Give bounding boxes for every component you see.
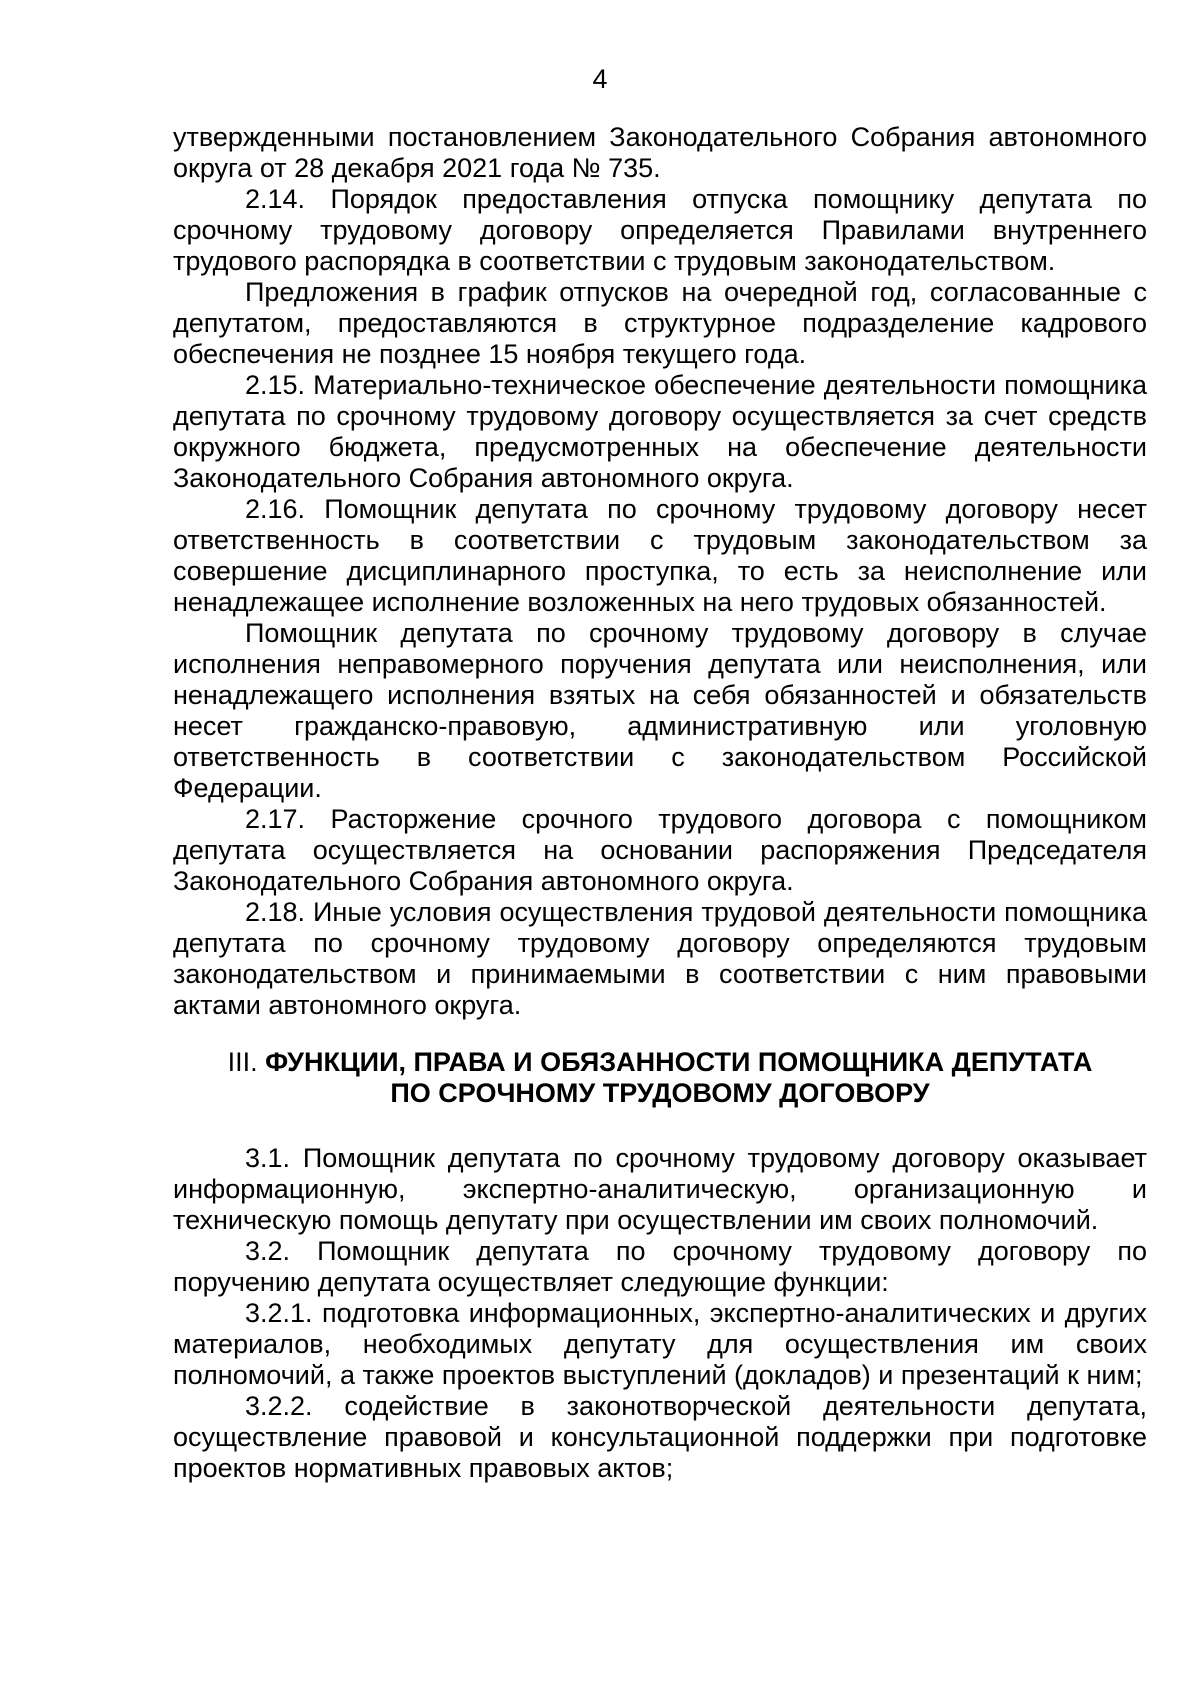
paragraph-2-16: 2.16. Помощник депутата по срочному трудовому договору несет ответственность в соответствии с трудовым законодательством за совершение дисциплинарного проступка, то есть за неисполнение или ненадлежащее исполнение возложенных на него трудовых обязанностей.: [173, 494, 1147, 617]
paragraph-continuation: утвержденными постановлением Законодательного Собрания автономного округа от 28 декабря 2021 года № 735.: [173, 122, 1147, 183]
paragraph-3-2-2: 3.2.2. содействие в законотворческой деятельности депутата, осуществление правовой и консультационной поддержки при подготовке проектов нормативных правовых актов;: [173, 1391, 1147, 1483]
section-title-line2: ПО СРОЧНОМУ ТРУДОВОМУ ДОГОВОРУ: [390, 1078, 930, 1108]
paragraph-liability: Помощник депутата по срочному трудовому договору в случае исполнения неправомерного поручения депутата или неисполнения, или ненадлежащего исполнения взятых на себя обязанностей и обязательств несет гражданско-правовую, административную или уголовную ответственность в соответствии с законодательством Российской Федерации.: [173, 618, 1147, 803]
paragraph-2-18: 2.18. Иные условия осуществления трудовой деятельности помощника депутата по срочному трудовому договору определяются трудовым законодательством и принимаемыми в соответствии с ним правовыми актами автономного округа.: [173, 897, 1147, 1020]
paragraph-2-15: 2.15. Материально-техническое обеспечение деятельности помощника депутата по срочному трудовому договору осуществляется за счет средств окружного бюджета, предусмотренных на обеспечение деятельности Законодательного Собрания автономного округа.: [173, 370, 1147, 493]
paragraph-3-1: 3.1. Помощник депутата по срочному трудовому договору оказывает информационную, экспертно-аналитическую, организационную и техническую помощь депутату при осуществлении им своих полномочий.: [173, 1143, 1147, 1235]
paragraph-vacation-schedule: Предложения в график отпусков на очередной год, согласованные с депутатом, предоставляются в структурное подразделение кадрового обеспечения не позднее 15 ноября текущего года.: [173, 277, 1147, 369]
document-body: [173, 122, 1147, 1484]
paragraph-3-2: 3.2. Помощник депутата по срочному трудовому договору по поручению депутата осуществляет следующие функции:: [173, 1236, 1147, 1297]
paragraph-2-17: 2.17. Расторжение срочного трудового договора с помощником депутата осуществляется на основании распоряжения Председателя Законодательного Собрания автономного округа.: [173, 804, 1147, 896]
section-number: III.: [227, 1047, 258, 1077]
paragraph-3-2-1: 3.2.1. подготовка информационных, экспертно-аналитических и других материалов, необходимых депутату для осуществления им своих полномочий, а также проектов выступлений (докладов) и презентаций к ним;: [173, 1298, 1147, 1390]
section-heading: [173, 1047, 1147, 1109]
section-title-line1: ФУНКЦИИ, ПРАВА И ОБЯЗАННОСТИ ПОМОЩНИКА ДЕПУТАТА: [265, 1047, 1093, 1077]
page-number: 4: [592, 64, 608, 94]
paragraph-2-14: 2.14. Порядок предоставления отпуска помощнику депутата по срочному трудовому договору определяется Правилами внутреннего трудового распорядка в соответствии с трудовым законодательством.: [173, 184, 1147, 276]
